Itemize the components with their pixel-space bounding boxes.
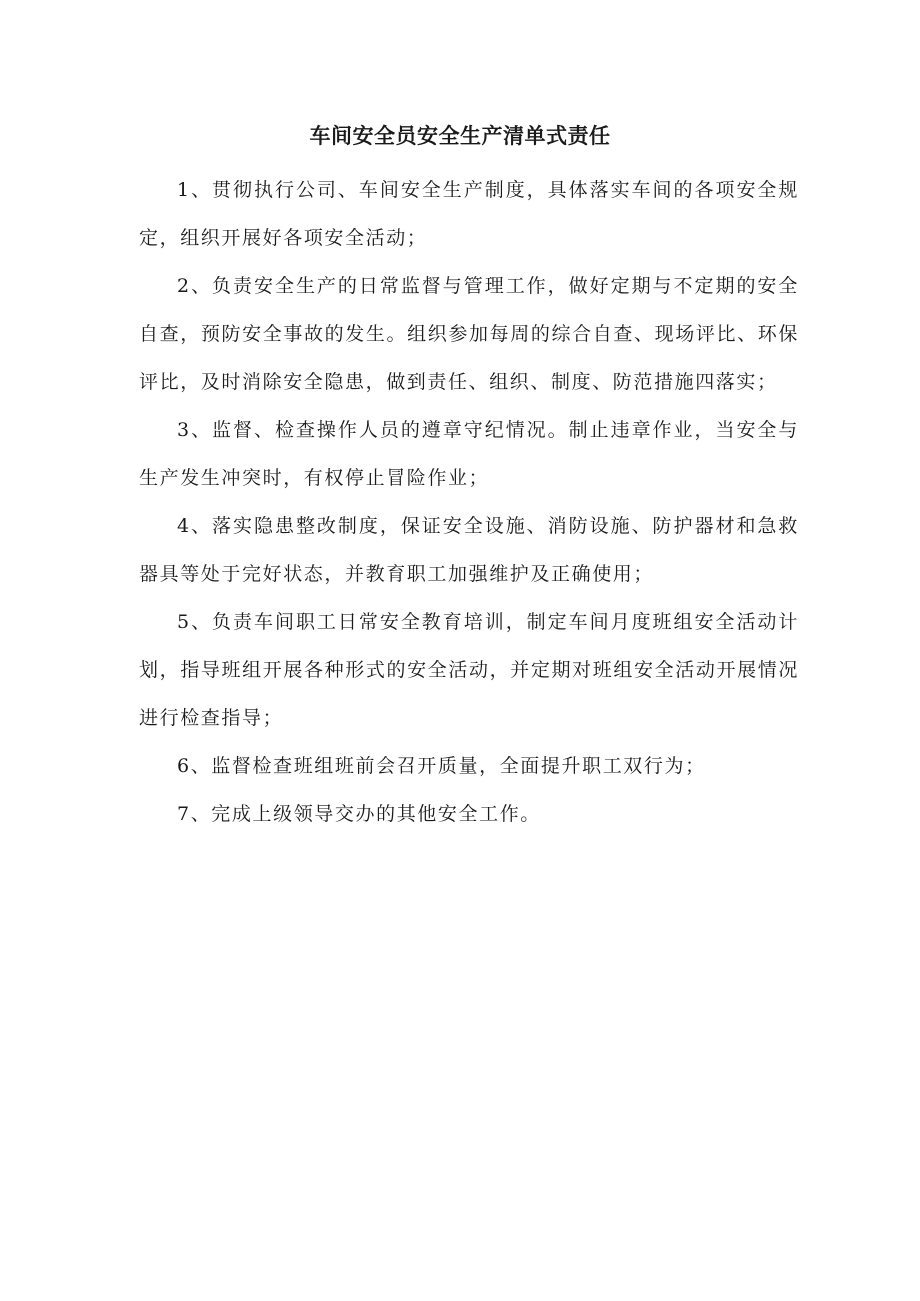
paragraph-item-4: 4、落实隐患整改制度，保证安全设施、消防设施、防护器材和急救器具等处于完好状态，并教育职工加强维护及正确使用；	[139, 515, 799, 585]
paragraph-item-2: 2、负责安全生产的日常监督与管理工作，做好定期与不定期的安全自查，预防安全事故的发生。组织参加每周的综合自查、现场评比、环保评比，及时消除安全隐患，做到责任、组织、制度、防范措施四落实；	[139, 275, 799, 393]
document-title: 车间安全员安全生产清单式责任	[309, 124, 611, 148]
paragraph-item-3: 3、监督、检查操作人员的遵章守纪情况。制止违章作业，当安全与生产发生冲突时，有权停止冒险作业；	[139, 419, 799, 489]
paragraph-item-5: 5、负责车间职工日常安全教育培训，制定车间月度班组安全活动计划，指导班组开展各种形式的安全活动，并定期对班组安全活动开展情况进行检查指导；	[139, 611, 799, 729]
paragraph-item-1: 1、贯彻执行公司、车间安全生产制度，具体落实车间的各项安全规定，组织开展好各项安全活动；	[139, 179, 799, 249]
paragraph-item-7: 7、完成上级领导交办的其他安全工作。	[177, 803, 541, 825]
paragraph-item-6: 6、监督检查班组班前会召开质量，全面提升职工双行为；	[177, 755, 706, 777]
document-body	[139, 166, 799, 838]
